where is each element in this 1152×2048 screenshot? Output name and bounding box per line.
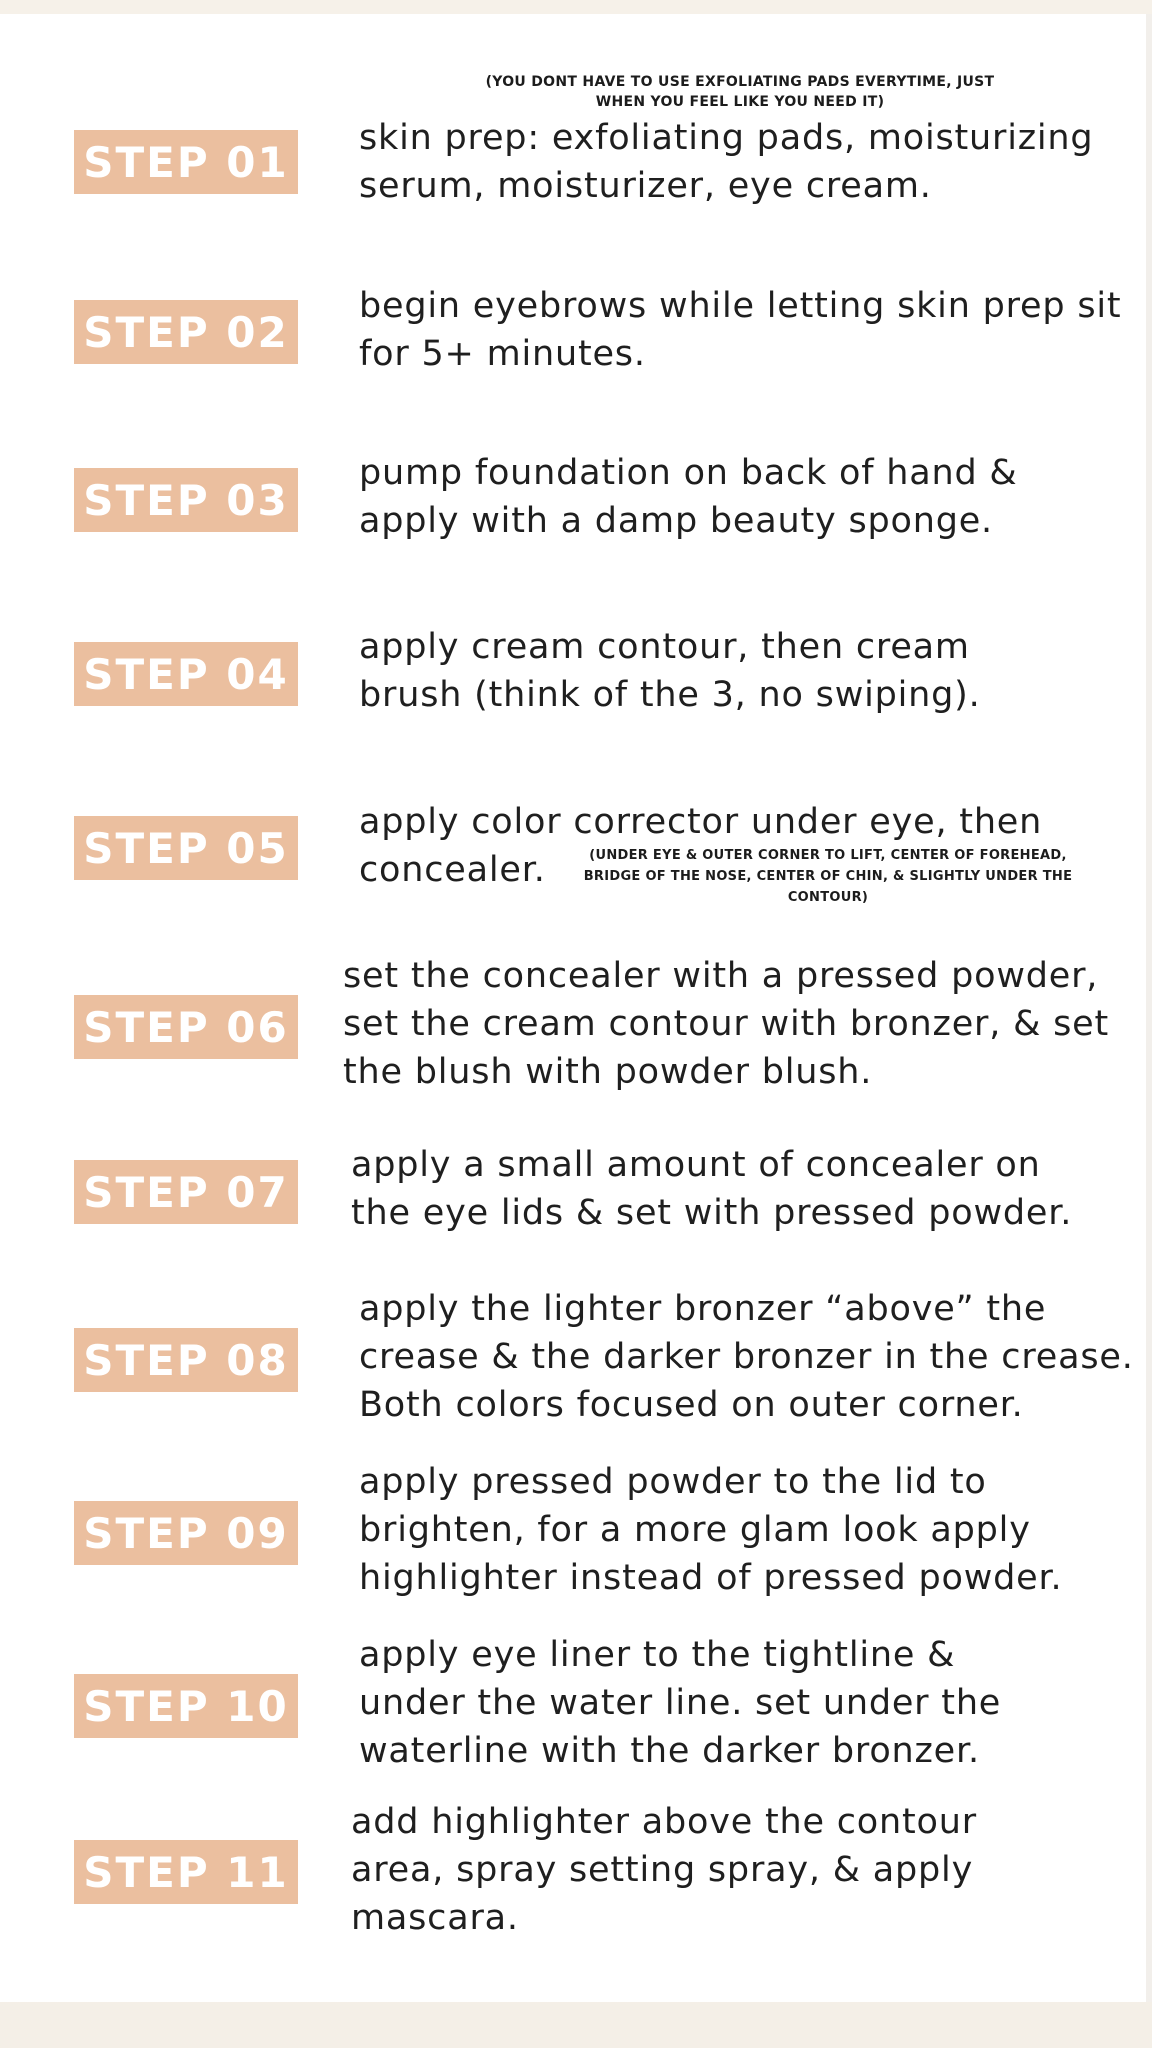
step-05-line-2: concealer. xyxy=(359,850,546,890)
step-03-line-2: apply with a damp beauty sponge. xyxy=(359,501,993,541)
step-07-badge: STEP 07 xyxy=(74,1160,298,1224)
step-02-description xyxy=(359,282,1121,378)
step-11-line-2: area, spray setting spray, & apply xyxy=(351,1850,974,1890)
step-08-line-1: apply the lighter bronzer “above” the xyxy=(359,1289,1047,1329)
step-05-line-1: apply color corrector under eye, then xyxy=(359,802,1043,842)
step-04-line-1: apply cream contour, then cream xyxy=(359,627,970,667)
step-01-line-1: skin prep: exfoliating pads, moisturizing xyxy=(359,118,1094,158)
step-11-description xyxy=(351,1798,977,1942)
step-07-line-2: the eye lids & set with pressed powder. xyxy=(351,1193,1073,1233)
step-10-line-2: under the water line. set under the xyxy=(359,1683,1002,1723)
step-11-line-3: mascara. xyxy=(351,1898,519,1938)
top-background-strip xyxy=(0,0,1152,14)
step-02-badge: STEP 02 xyxy=(74,300,298,364)
step-09-line-3: highlighter instead of pressed powder. xyxy=(359,1558,1063,1598)
step-06-line-2: set the cream contour with bronzer, & set xyxy=(343,1004,1109,1044)
step-01-line-2: serum, moisturizer, eye cream. xyxy=(359,166,932,206)
step-01-description xyxy=(359,114,1093,210)
step-02-line-1: begin eyebrows while letting skin prep sit xyxy=(359,286,1122,326)
step-04-line-2: brush (think of the 3, no swiping). xyxy=(359,675,981,715)
step-07-description xyxy=(351,1141,1072,1237)
exfoliating-note: (YOU DONT HAVE TO USE EXFOLIATING PADS EVERYTIME, JUST WHEN YOU FEEL LIKE YOU NEED IT) xyxy=(485,74,995,110)
step-06-line-3: the blush with powder blush. xyxy=(343,1052,873,1092)
step-08-badge: STEP 08 xyxy=(74,1328,298,1392)
step-10-description xyxy=(359,1631,1001,1775)
step-11-line-1: add highlighter above the contour xyxy=(351,1802,977,1842)
step-02-line-2: for 5+ minutes. xyxy=(359,334,646,374)
step-10-line-3: waterline with the darker bronzer. xyxy=(359,1731,980,1771)
step-07-line-1: apply a small amount of concealer on xyxy=(351,1145,1041,1185)
step-03-line-1: pump foundation on back of hand & xyxy=(359,453,1018,493)
step-04-badge: STEP 04 xyxy=(74,642,298,706)
step-09-line-1: apply pressed powder to the lid to xyxy=(359,1462,987,1502)
step-08-line-3: Both colors focused on outer corner. xyxy=(359,1385,1024,1425)
step-03-description xyxy=(359,449,1018,545)
step-05-application-note: (UNDER EYE & OUTER CORNER TO LIFT, CENTER OF FOREHEAD, BRIDGE OF THE NOSE, CENTER OF CHIN, & SLIGHTLY UNDER THE CONTOUR) xyxy=(583,848,1073,905)
step-10-badge: STEP 10 xyxy=(74,1674,298,1738)
step-06-line-1: set the concealer with a pressed powder, xyxy=(343,956,1099,996)
step-11-badge: STEP 11 xyxy=(74,1840,298,1904)
step-09-line-2: brighten, for a more glam look apply xyxy=(359,1510,1031,1550)
step-08-description xyxy=(359,1285,1134,1429)
step-08-line-2: crease & the darker bronzer in the crease. xyxy=(359,1337,1134,1377)
card-right-edge xyxy=(1146,14,1152,2002)
step-06-description xyxy=(343,952,1109,1096)
step-01-badge: STEP 01 xyxy=(74,130,298,194)
step-05-badge: STEP 05 xyxy=(74,816,298,880)
step-09-badge: STEP 09 xyxy=(74,1501,298,1565)
step-09-description xyxy=(359,1458,1062,1602)
step-06-badge: STEP 06 xyxy=(74,995,298,1059)
bottom-background-strip xyxy=(0,2002,1152,2048)
step-04-description xyxy=(359,623,981,719)
step-03-badge: STEP 03 xyxy=(74,468,298,532)
step-10-line-1: apply eye liner to the tightline & xyxy=(359,1635,956,1675)
